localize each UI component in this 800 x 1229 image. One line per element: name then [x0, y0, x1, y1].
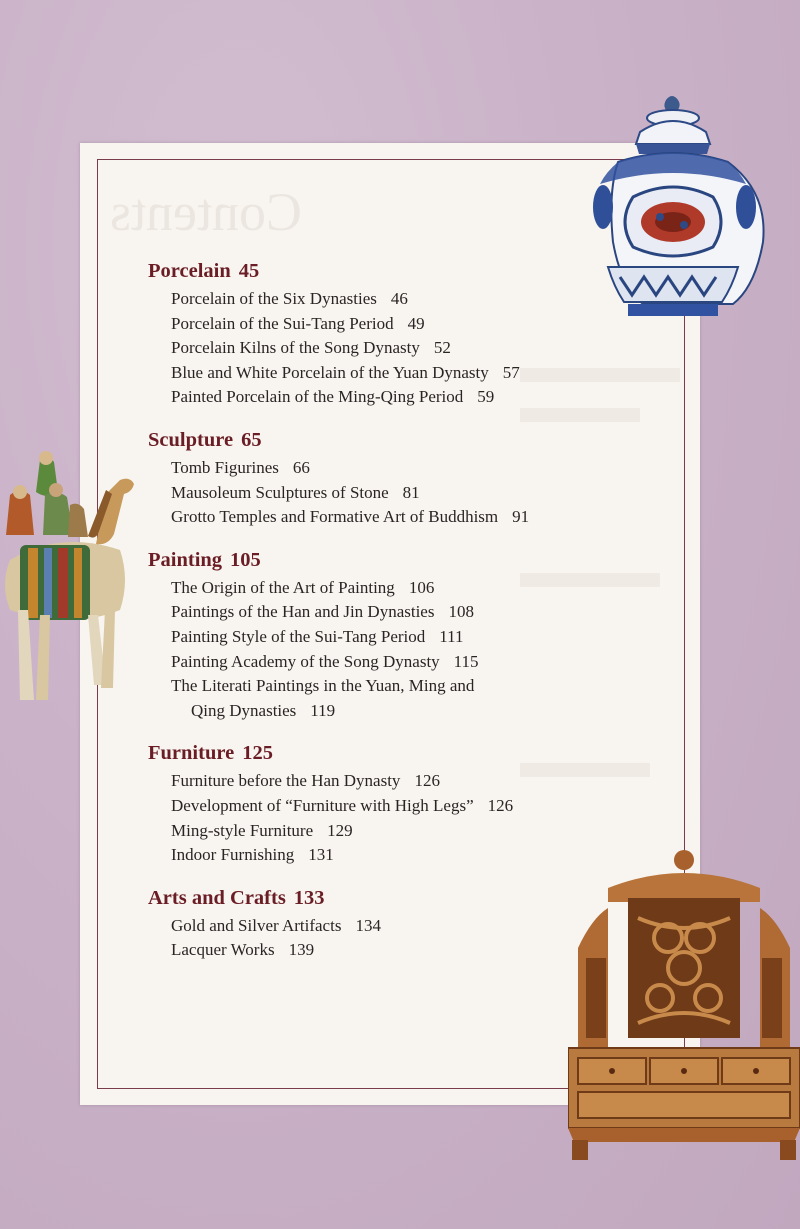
entry-page-number: 59: [477, 387, 495, 407]
entry-page-number: 115: [453, 651, 479, 671]
section-page-number: 45: [238, 260, 260, 282]
entry-title: Blue and White Porcelain of the Yuan Dynasty: [171, 362, 489, 382]
toc-entry[interactable]: [148, 361, 708, 386]
entry-title: Grotto Temples and Formative Art of Buddhism: [171, 507, 499, 527]
section-page-number: 125: [242, 742, 273, 765]
entry-page-number: 49: [407, 313, 425, 333]
entry-title: Porcelain of the Sui-Tang Period: [171, 313, 394, 333]
porcelain-jar-image: [578, 92, 768, 327]
section-page-number: 105: [230, 548, 261, 571]
entry-title: The Literati Paintings in the Yuan, Ming and: [171, 676, 475, 696]
section-page-number: 65: [241, 428, 262, 451]
section-title: Furniture: [148, 742, 235, 765]
carved-wooden-cabinet-image: [568, 848, 800, 1160]
entry-page-number: 119: [310, 700, 336, 720]
toc-entry[interactable]: [148, 674, 708, 723]
section-title: Porcelain: [148, 260, 231, 282]
toc-entry[interactable]: [148, 625, 708, 650]
toc-entry[interactable]: [148, 385, 708, 410]
tang-camel-figurine-image: [0, 450, 145, 712]
entry-title: Porcelain of the Six Dynasties: [171, 289, 377, 308]
entry-title: Painted Porcelain of the Ming-Qing Period: [171, 387, 464, 407]
entry-page-number: 106: [408, 577, 435, 597]
entry-title: The Origin of the Art of Painting: [171, 577, 395, 597]
toc-entry[interactable]: [148, 456, 708, 481]
entry-page-number: 139: [288, 940, 315, 960]
toc-section-painting: [148, 544, 708, 724]
toc-entry[interactable]: [148, 600, 708, 625]
entry-title: Indoor Furnishing: [171, 845, 295, 865]
entry-title: Painting Academy of the Song Dynasty: [171, 651, 440, 671]
entry-title: Lacquer Works: [171, 940, 275, 960]
toc-entry[interactable]: [148, 336, 708, 361]
entry-title: Mausoleum Sculptures of Stone: [171, 482, 389, 502]
entry-page-number: 111: [439, 626, 464, 646]
show-through-title: Contents: [110, 182, 303, 242]
toc-entry[interactable]: [148, 505, 708, 530]
entry-page-number: 134: [355, 915, 381, 935]
toc-entry[interactable]: [148, 794, 708, 819]
toc-entry[interactable]: [148, 650, 708, 675]
entry-page-number: 46: [390, 289, 408, 308]
section-title: Sculpture: [148, 428, 234, 451]
entry-title: Development of “Furniture with High Legs”: [171, 795, 474, 815]
toc-entry[interactable]: [148, 576, 708, 601]
entry-page-number: 126: [414, 771, 440, 791]
entry-page-number: 91: [512, 507, 530, 527]
toc-section-sculpture: [148, 424, 708, 530]
entry-title: Ming-style Furniture: [171, 820, 314, 840]
entry-title: Paintings of the Han and Jin Dynasties: [171, 602, 435, 622]
entry-page-number: 131: [308, 845, 334, 865]
entry-title: Furniture before the Han Dynasty: [171, 771, 401, 791]
entry-page-number: 129: [327, 820, 353, 840]
entry-title: Painting Style of the Sui-Tang Period: [171, 626, 426, 646]
entry-title-continued: Qing Dynasties: [191, 700, 297, 720]
entry-page-number: 66: [292, 457, 310, 477]
toc-entry[interactable]: [148, 481, 708, 506]
section-heading[interactable]: [148, 737, 708, 769]
section-title: Painting: [148, 548, 223, 571]
section-page-number: 133: [293, 886, 325, 909]
entry-page-number: 81: [402, 482, 420, 502]
toc-entry[interactable]: [148, 819, 708, 844]
section-heading[interactable]: [148, 424, 708, 456]
entry-title: Porcelain Kilns of the Song Dynasty: [171, 338, 420, 358]
entry-page-number: 108: [448, 602, 474, 622]
section-heading[interactable]: [148, 544, 708, 576]
section-title: Arts and Crafts: [148, 886, 286, 909]
toc-entry[interactable]: [148, 769, 708, 794]
entry-page-number: 126: [487, 795, 514, 815]
entry-page-number: 52: [433, 338, 451, 358]
entry-page-number: 57: [502, 362, 520, 382]
entry-title: Gold and Silver Artifacts: [171, 915, 342, 935]
entry-title: Tomb Figurines: [171, 457, 279, 477]
